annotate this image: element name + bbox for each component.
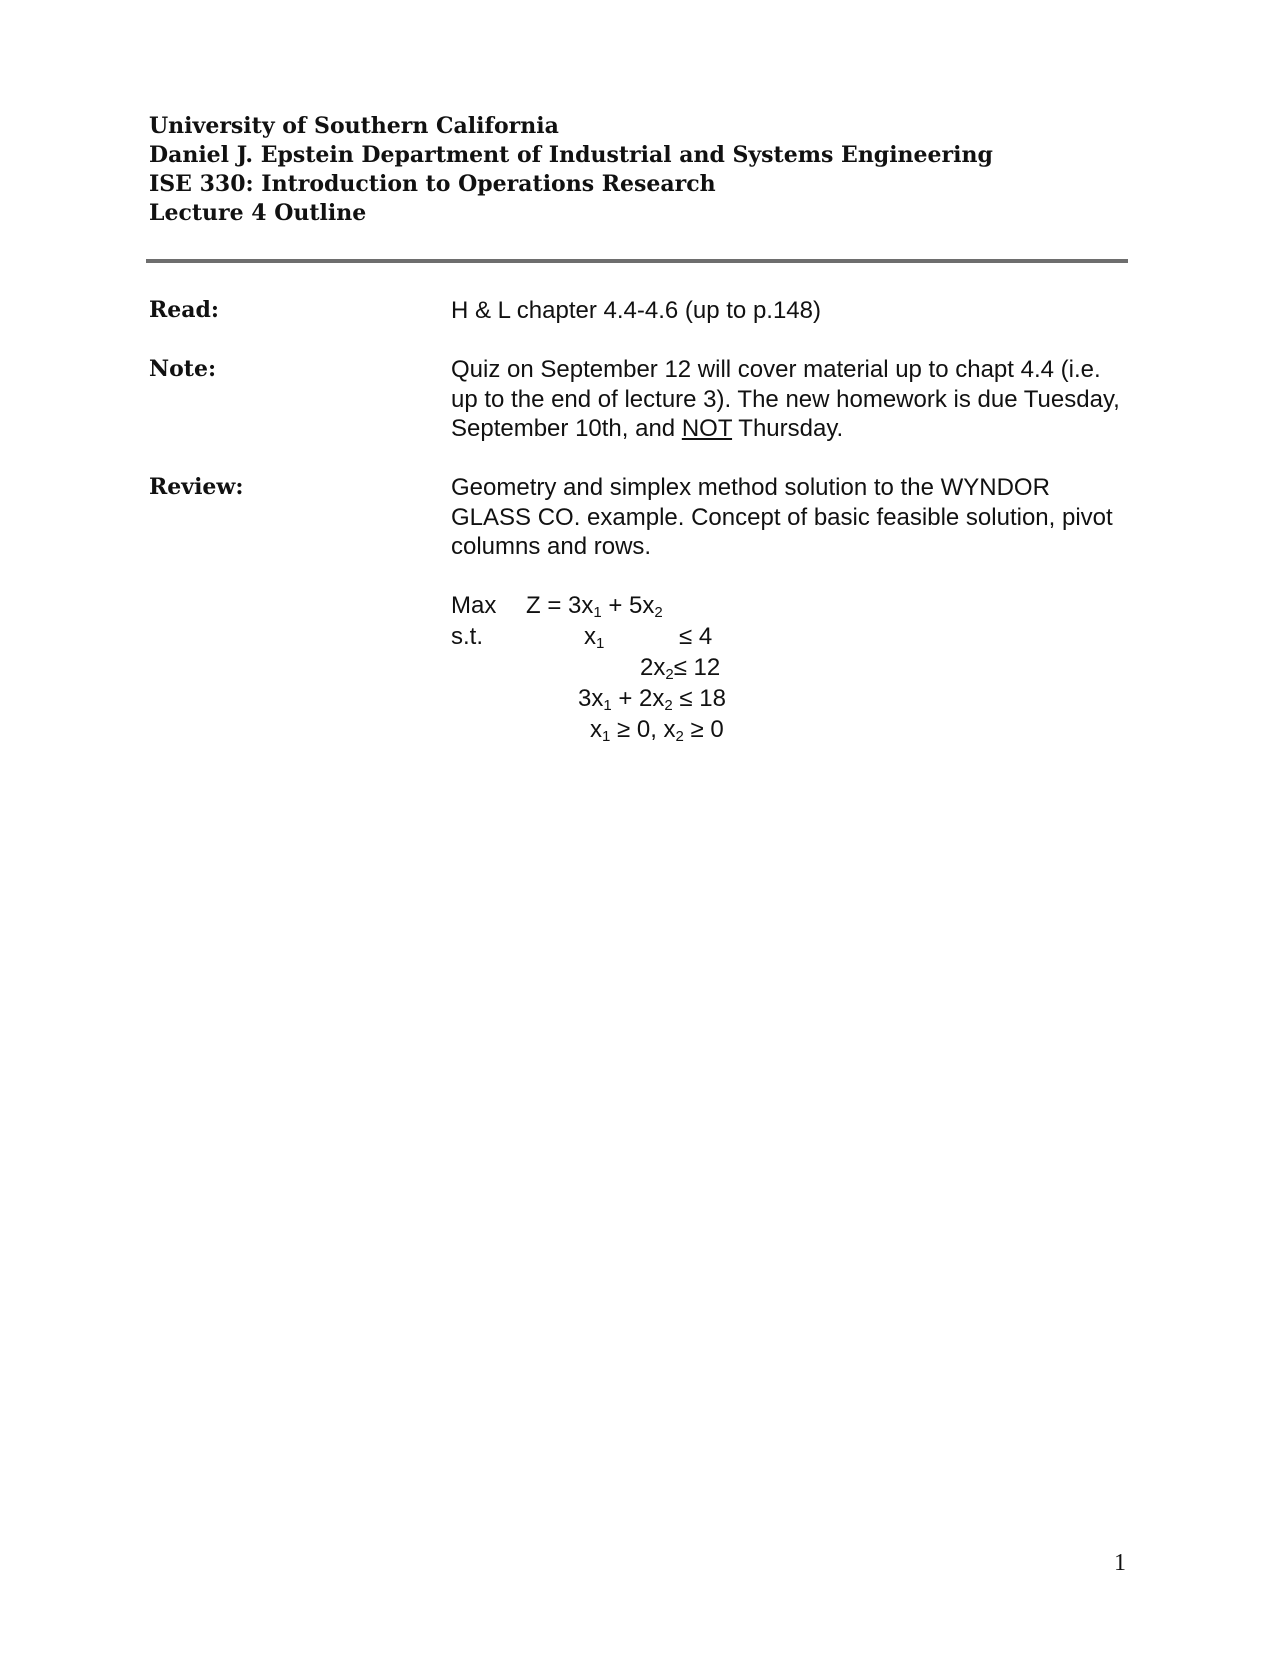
constraint-3 bbox=[578, 685, 726, 713]
constraint-3-rhs: ≤ 18 bbox=[672, 685, 726, 712]
constraint-3-term-2: + 2x bbox=[611, 685, 665, 712]
read-label: Read: bbox=[149, 297, 220, 323]
course-title: ISE 330: Introduction to Operations Research bbox=[149, 171, 716, 197]
nonneg-rhs: ≥ 0 bbox=[683, 716, 724, 743]
nonneg-sub-1: 1 bbox=[602, 728, 611, 745]
objective-term-1: Z = 3x bbox=[526, 592, 594, 619]
constraint-3-sub-2: 2 bbox=[664, 697, 673, 714]
nonnegativity-constraint bbox=[590, 716, 724, 744]
constraint-2-var: 2x bbox=[640, 654, 666, 681]
max-label: Max bbox=[451, 592, 497, 619]
nonneg-var-1: x bbox=[590, 716, 602, 743]
constraint-2-rhs: ≤ 12 bbox=[673, 654, 721, 681]
objective-sub-2: 2 bbox=[654, 604, 663, 621]
objective-term-2: + 5x bbox=[601, 592, 655, 619]
review-text: Geometry and simplex method solution to the WYNDOR GLASS CO. example. Concept of basic feasible solution, pivot columns and rows. bbox=[451, 474, 1113, 560]
constraint-1-sub: 1 bbox=[596, 635, 605, 652]
constraint-1-lhs bbox=[584, 623, 604, 651]
header-divider bbox=[146, 259, 1128, 263]
page-number: 1 bbox=[1114, 1550, 1126, 1576]
objective-sub-1: 1 bbox=[593, 604, 602, 621]
lecture-title: Lecture 4 Outline bbox=[149, 200, 367, 226]
constraint-2-sub: 2 bbox=[665, 666, 674, 683]
st-label: s.t. bbox=[451, 623, 484, 650]
university-name: University of Southern California bbox=[149, 113, 559, 139]
objective-function bbox=[526, 592, 663, 620]
nonneg-sub-2: 2 bbox=[675, 728, 684, 745]
constraint-1-var: x bbox=[584, 623, 596, 650]
note-text-end: Thursday. bbox=[732, 415, 844, 442]
constraint-1-rhs: ≤ 4 bbox=[679, 623, 713, 650]
department-name: Daniel J. Epstein Department of Industrial and Systems Engineering bbox=[149, 142, 993, 168]
note-emphasis: NOT bbox=[681, 415, 733, 442]
nonneg-mid: ≥ 0, x bbox=[610, 716, 676, 743]
note-label: Note: bbox=[149, 356, 217, 382]
constraint-2 bbox=[640, 654, 720, 682]
review-label: Review: bbox=[149, 474, 244, 500]
constraint-3-term-1: 3x bbox=[578, 685, 604, 712]
read-text: H & L chapter 4.4-4.6 (up to p.148) bbox=[451, 297, 821, 324]
document-header bbox=[149, 112, 993, 228]
constraint-3-sub-1: 1 bbox=[603, 697, 612, 714]
note-text bbox=[451, 355, 1131, 444]
note-text-main: Quiz on September 12 will cover material up to chapt 4.4 (i.e. up to the end of lecture 3). The new homework is due Tuesday, September 10th, and bbox=[451, 356, 1120, 442]
